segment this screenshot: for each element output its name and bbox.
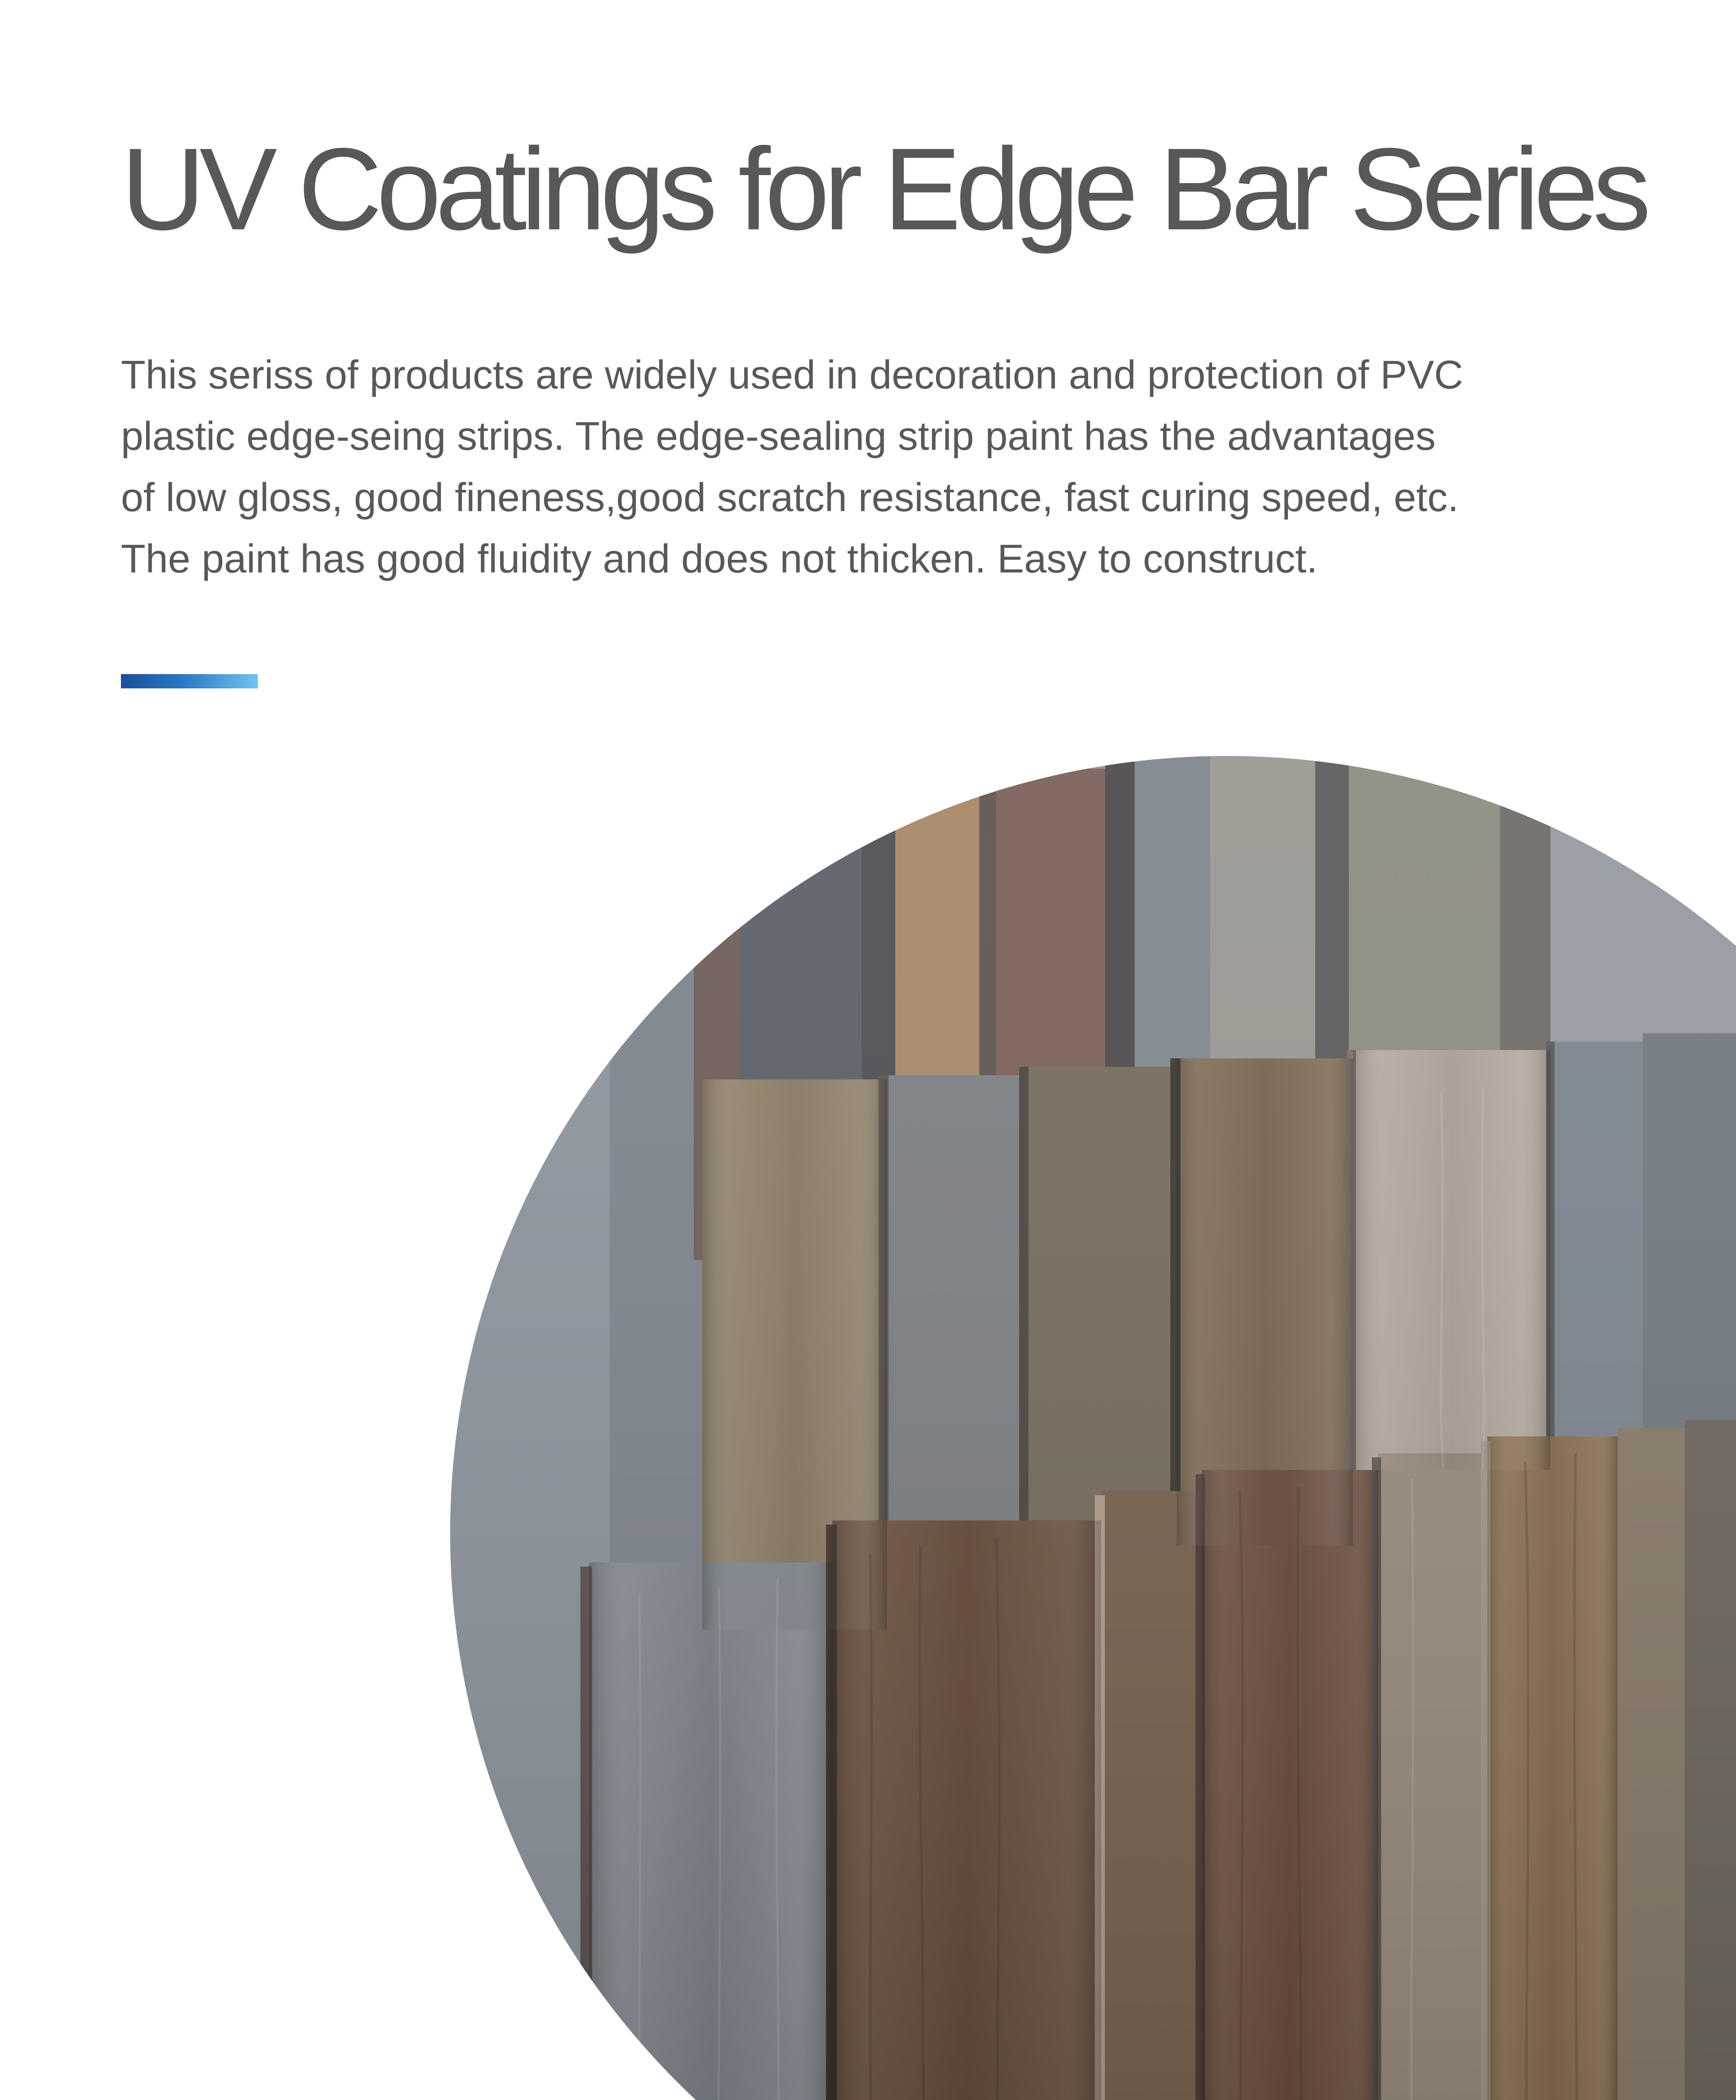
intro-line: plastic edge-seing strips. The edge-sealing strip paint has the advantages <box>121 414 1436 459</box>
intro-line: The paint has good fluidity and does not thicken. Easy to construct. <box>121 536 1318 581</box>
intro-paragraph <box>121 344 1616 590</box>
intro-line: of low gloss, good fineness,good scratch resistance, fast curing speed, etc. <box>121 475 1459 520</box>
intro-line: This seriss of products are widely used in decoration and protection of PVC <box>121 352 1463 397</box>
product-photo <box>450 756 1736 2100</box>
page-title: UV Coatings for Edge Bar Series <box>121 123 1645 254</box>
accent-divider <box>121 674 258 688</box>
